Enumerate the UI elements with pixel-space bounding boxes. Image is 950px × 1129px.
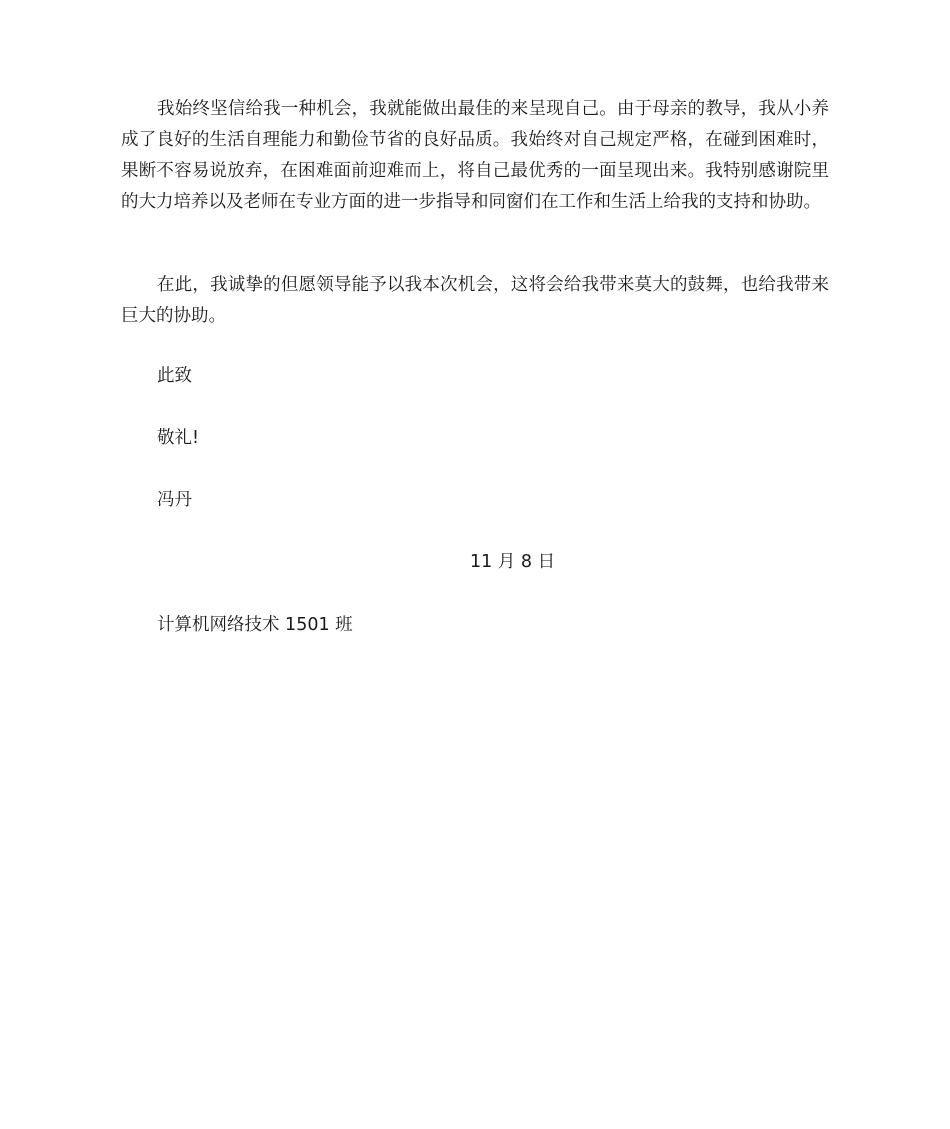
- closing-salutation: 此致: [157, 366, 192, 386]
- class-name: 计算机网络技术 1501 班: [157, 615, 353, 635]
- closing-regards: 敬礼!: [157, 428, 200, 448]
- body-paragraph-self-description: 我始终坚信给我一种机会，我就能做出最佳的来呈现自己。由于母亲的教导，我从小养成了良好的生活自理能力和勤俭节省的良好品质。我始终对自己规定严格，在碰到困难时，果断不容易说放弃，在困难面前迎难而上，将自己最优秀的一面呈现出来。我特别感谢院里的大力培养以及老师在专业方面的进一步指导和同窗们在工作和生活上给我的支持和协助。: [121, 99, 829, 212]
- signature-name: 冯丹: [157, 490, 192, 510]
- body-paragraph-request: 在此，我诚挚的但愿领导能予以我本次机会，这将会给我带来莫大的鼓舞，也给我带来巨大的协助。: [121, 275, 829, 326]
- letter-date: 11 月 8 日: [470, 552, 556, 572]
